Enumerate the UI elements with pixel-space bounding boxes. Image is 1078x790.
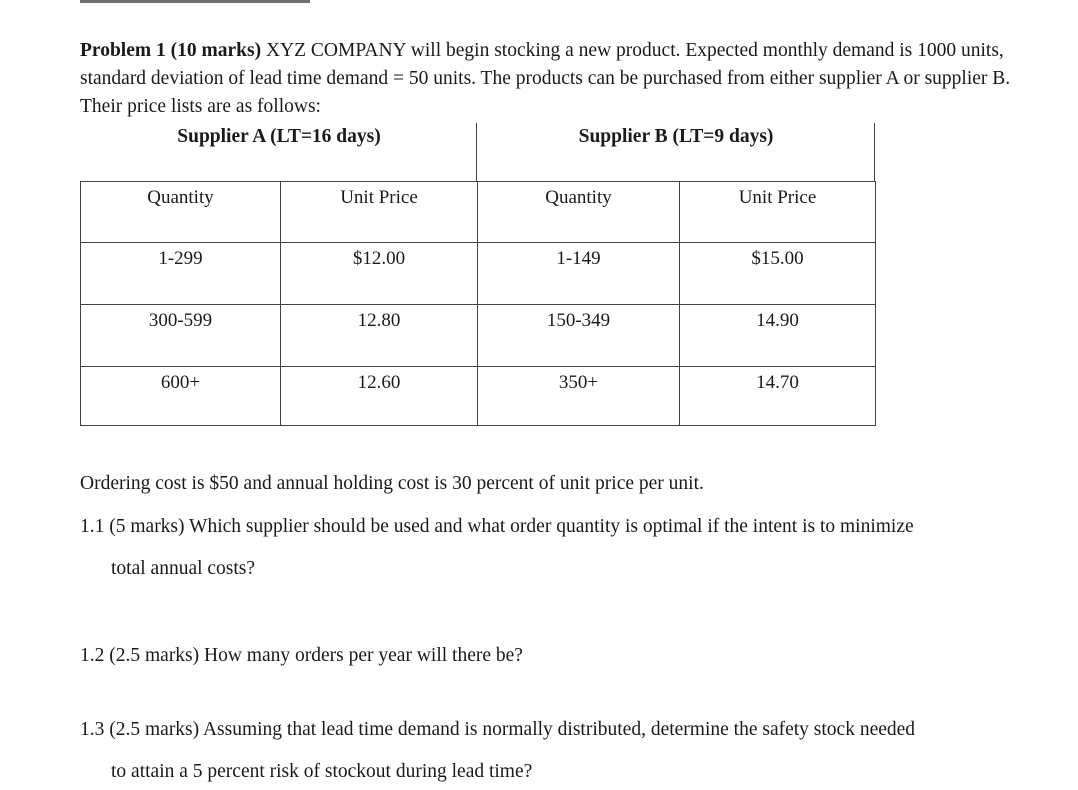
table-header-cell: Quantity <box>478 181 680 242</box>
problem-text: XYZ COMPANY will begin stocking a new product. Expected monthly demand is 1000 units, standard deviation of lead time demand = 50 units. The products can be purchased from either supplier A or supplier B. Their price lists are as follows: <box>80 40 1011 117</box>
table-cell: 12.80 <box>281 304 478 366</box>
table-divider-center <box>476 123 477 181</box>
table-cell: $12.00 <box>281 242 478 304</box>
question-1-3: 1.3 (2.5 marks) Assuming that lead time demand is normally distributed, determine the safety stock needed <box>80 719 916 740</box>
table-cell: 300-599 <box>81 304 281 366</box>
table-cell: 1-149 <box>478 242 680 304</box>
problem-heading: Problem 1 (10 marks) <box>80 40 262 61</box>
question-1-2: 1.2 (2.5 marks) How many orders per year will there be? <box>80 645 523 666</box>
cost-note: Ordering cost is $50 and annual holding cost is 30 percent of unit price per unit. <box>80 473 704 494</box>
table-cell: 14.70 <box>680 366 876 426</box>
table-cell: 150-349 <box>478 304 680 366</box>
table-header-cell: Unit Price <box>680 181 876 242</box>
question-1-3-continued: to attain a 5 percent risk of stockout during lead time? <box>111 761 533 782</box>
table-cell: 600+ <box>81 366 281 426</box>
table-header-cell: Unit Price <box>281 181 478 242</box>
price-table <box>80 181 875 426</box>
supplier-a-header: Supplier A (LT=16 days) <box>177 126 381 147</box>
table-cell: 350+ <box>478 366 680 426</box>
question-1-1: 1.1 (5 marks) Which supplier should be used and what order quantity is optimal if the intent is to minimize <box>80 516 914 537</box>
problem-statement <box>80 37 1020 121</box>
supplier-b-header: Supplier B (LT=9 days) <box>578 126 774 147</box>
table-border-right <box>874 123 875 181</box>
table-header-cell: Quantity <box>81 181 281 242</box>
question-1-1-continued: total annual costs? <box>111 558 256 579</box>
table-cell: 12.60 <box>281 366 478 426</box>
cut-off-heading-fragment <box>80 0 310 3</box>
table-cell: 14.90 <box>680 304 876 366</box>
table-cell: $15.00 <box>680 242 876 304</box>
table-cell: 1-299 <box>81 242 281 304</box>
